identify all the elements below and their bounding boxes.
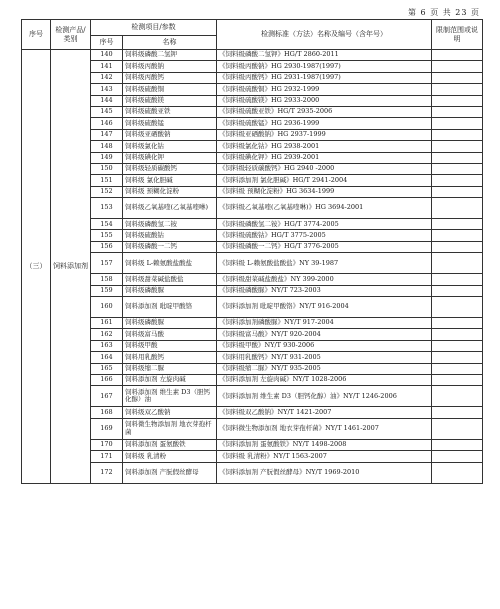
item-name-cell: 饲料级磷酸脲 <box>123 318 217 329</box>
limit-cell <box>432 175 483 186</box>
header-seq: 序号 <box>22 20 51 50</box>
standard-cell: 《饲料级富马酸》NY/T 920-2004 <box>217 329 432 340</box>
item-no-cell: 168 <box>91 407 123 418</box>
limit-cell <box>432 50 483 61</box>
standard-cell: 《饲料级碘化钾》HG 2939-2001 <box>217 152 432 163</box>
limit-cell <box>432 129 483 140</box>
limit-cell <box>432 118 483 129</box>
item-name-cell: 饲料级富马酸 <box>123 329 217 340</box>
table-row <box>22 274 483 285</box>
limit-cell <box>432 253 483 274</box>
item-no-cell: 160 <box>91 297 123 318</box>
standard-cell: 《饲料添加剂 产朊假丝酵母》NY/T 1969-2010 <box>217 462 432 483</box>
item-name-cell: 饲料添加剂 产朊假丝酵母 <box>123 462 217 483</box>
header-standard: 检测标准（方法）名称及编号（含年号） <box>217 20 432 50</box>
standard-cell: 《饲料级缩二脲》NY/T 935-2005 <box>217 363 432 374</box>
limit-cell <box>432 451 483 462</box>
table-row <box>22 253 483 274</box>
item-name-cell: 饲料级磷酸一二钙 <box>123 241 217 252</box>
table-row <box>22 84 483 95</box>
limit-cell <box>432 462 483 483</box>
item-no-cell: 145 <box>91 106 123 117</box>
page-number: 第 6 页 共 23 页 <box>408 8 480 17</box>
item-no-cell: 159 <box>91 285 123 296</box>
standard-cell: 《饲料添加剂 吡啶甲酸铬》NY/T 916-2004 <box>217 297 432 318</box>
limit-cell <box>432 230 483 241</box>
item-name-cell: 饲料级硫酸铜 <box>123 84 217 95</box>
item-name-cell: 饲料级缩二脲 <box>123 363 217 374</box>
item-name-cell: 饲料级亚硒酸钠 <box>123 129 217 140</box>
limit-cell <box>432 95 483 106</box>
limit-cell <box>432 418 483 439</box>
item-no-cell: 148 <box>91 141 123 152</box>
limit-cell <box>432 297 483 318</box>
standard-cell: 《饲料级亚硒酸钠》HG 2937-1999 <box>217 129 432 140</box>
standard-cell: 《饲料级氯化钴》HG 2938-2001 <box>217 141 432 152</box>
item-no-cell: 167 <box>91 386 123 407</box>
standard-cell: 《饲料添加剂 蛋氨酸铁》NY/T 1498-2008 <box>217 439 432 450</box>
item-name-cell: 饲料微生物添加剂 地衣芽孢杆菌 <box>123 418 217 439</box>
table-row <box>22 418 483 439</box>
limit-cell <box>432 374 483 385</box>
standard-cell: 《饲料级 L-赖氨酸盐酸盐》NY 39-1987 <box>217 253 432 274</box>
table-row <box>22 198 483 219</box>
standard-cell: 《饲料添加剂 维生素 D3（胆钙化醇）油》NY/T 1246-2006 <box>217 386 432 407</box>
inspection-items-table <box>21 19 483 484</box>
item-name-cell: 饲料用乳酸钙 <box>123 352 217 363</box>
item-no-cell: 151 <box>91 175 123 186</box>
item-no-cell: 169 <box>91 418 123 439</box>
table-row <box>22 363 483 374</box>
table-row <box>22 318 483 329</box>
item-no-cell: 171 <box>91 451 123 462</box>
item-no-cell: 161 <box>91 318 123 329</box>
table-row <box>22 50 483 61</box>
item-name-cell: 饲料级硫酸亚铁 <box>123 106 217 117</box>
item-no-cell: 162 <box>91 329 123 340</box>
standard-cell: 《饲料级双乙酸钠》NY/T 1421-2007 <box>217 407 432 418</box>
item-name-cell: 饲料级乙氧基喹(乙氧基喹啉) <box>123 198 217 219</box>
standard-cell: 《饲料级乙氧基喹(乙氧基喹啉)》HG 3694-2001 <box>217 198 432 219</box>
limit-cell <box>432 198 483 219</box>
limit-cell <box>432 141 483 152</box>
item-name-cell: 饲料添加剂 左旋肉碱 <box>123 374 217 385</box>
standard-cell: 《饲料级甲酸》NY/T 930-2006 <box>217 340 432 351</box>
standard-cell: 《饲料级轻质碳酸钙》HG 2940 -2000 <box>217 163 432 174</box>
header-item-no: 序号 <box>91 36 123 50</box>
table-row <box>22 72 483 83</box>
limit-cell <box>432 386 483 407</box>
item-no-cell: 158 <box>91 274 123 285</box>
item-name-cell: 饲料添加剂 蛋氨酸铁 <box>123 439 217 450</box>
item-name-cell: 饲料添加剂 维生素 D3（胆钙化醇）油 <box>123 386 217 407</box>
table-body <box>22 50 483 484</box>
standard-cell: 《饲料级磷酸氢二铵》HG/T 3774-2005 <box>217 219 432 230</box>
table-row <box>22 141 483 152</box>
limit-cell <box>432 72 483 83</box>
table-row <box>22 106 483 117</box>
limit-cell <box>432 163 483 174</box>
standard-cell: 《饲料级磷酸二氢钾》HG/T 2860-2011 <box>217 50 432 61</box>
limit-cell <box>432 340 483 351</box>
limit-cell <box>432 61 483 72</box>
table-row <box>22 152 483 163</box>
standard-cell: 《饲料级甜菜碱盐酸盐》NY 399-2000 <box>217 274 432 285</box>
table-row <box>22 329 483 340</box>
item-name-cell: 饲料级甲酸 <box>123 340 217 351</box>
table-row <box>22 386 483 407</box>
item-no-cell: 163 <box>91 340 123 351</box>
table-row <box>22 340 483 351</box>
limit-cell <box>432 285 483 296</box>
limit-cell <box>432 329 483 340</box>
table-row <box>22 186 483 197</box>
table-row <box>22 241 483 252</box>
limit-cell <box>432 439 483 450</box>
item-no-cell: 140 <box>91 50 123 61</box>
item-no-cell: 156 <box>91 241 123 252</box>
table-row <box>22 129 483 140</box>
limit-cell <box>432 219 483 230</box>
table-row <box>22 163 483 174</box>
standard-cell: 《饲料级磷酸脲》NY/T 723-2003 <box>217 285 432 296</box>
standard-cell: 《饲料添加剂 左旋肉碱》NY/T 1028-2006 <box>217 374 432 385</box>
table-row <box>22 352 483 363</box>
table-row <box>22 230 483 241</box>
item-name-cell: 饲料级双乙酸钠 <box>123 407 217 418</box>
standard-cell: 《饲料级硫酸镁》HG 2933-2000 <box>217 95 432 106</box>
header-item-name: 名称 <box>123 36 217 50</box>
limit-cell <box>432 106 483 117</box>
item-name-cell: 饲料级碘化钾 <box>123 152 217 163</box>
table-row <box>22 118 483 129</box>
item-no-cell: 144 <box>91 95 123 106</box>
item-no-cell: 143 <box>91 84 123 95</box>
item-name-cell: 饲料级 乳清粉 <box>123 451 217 462</box>
item-no-cell: 170 <box>91 439 123 450</box>
item-name-cell: 饲料添加剂 吡啶甲酸铬 <box>123 297 217 318</box>
item-name-cell: 饲料级磷酸二氢钾 <box>123 50 217 61</box>
group-seq-cell: （三） <box>22 50 51 484</box>
item-name-cell: 饲料级轻质碳酸钙 <box>123 163 217 174</box>
standard-cell: 《饲料级 乳清粉》NY/T 1563-2007 <box>217 451 432 462</box>
limit-cell <box>432 318 483 329</box>
standard-cell: 《饲料级硫酸钴》HG/T 3775-2005 <box>217 230 432 241</box>
table-row <box>22 407 483 418</box>
standard-cell: 《饲料微生物添加剂 地衣芽孢杆菌》NY/T 1461-2007 <box>217 418 432 439</box>
table-row <box>22 439 483 450</box>
item-name-cell: 饲料级 氯化胆碱 <box>123 175 217 186</box>
table-row <box>22 374 483 385</box>
item-name-cell: 饲料级 L-赖氨酸盐酸盐 <box>123 253 217 274</box>
standard-cell: 《饲料添加剂磷酸脲》NY/T 917-2004 <box>217 318 432 329</box>
header-category: 检测产品/类别 <box>51 20 91 50</box>
item-no-cell: 153 <box>91 198 123 219</box>
item-name-cell: 饲料级丙酸钙 <box>123 72 217 83</box>
table-row <box>22 95 483 106</box>
item-no-cell: 172 <box>91 462 123 483</box>
item-no-cell: 155 <box>91 230 123 241</box>
table-row <box>22 462 483 483</box>
item-no-cell: 154 <box>91 219 123 230</box>
item-name-cell: 饲料级磷酸脲 <box>123 285 217 296</box>
limit-cell <box>432 363 483 374</box>
standard-cell: 《饲料级硫酸铜》HG 2932-1999 <box>217 84 432 95</box>
standard-cell: 《饲料级丙酸钠》HG 2930-1987(1997) <box>217 61 432 72</box>
limit-cell <box>432 186 483 197</box>
item-no-cell: 157 <box>91 253 123 274</box>
table-row <box>22 451 483 462</box>
item-name-cell: 饲料级硫酸钴 <box>123 230 217 241</box>
item-name-cell: 饲料级 预糊化淀粉 <box>123 186 217 197</box>
item-name-cell: 饲料级磷酸氢二铵 <box>123 219 217 230</box>
table-row <box>22 285 483 296</box>
header-item-group: 检测项目/参数 <box>91 20 217 36</box>
table-row <box>22 61 483 72</box>
item-name-cell: 饲料级硫酸镁 <box>123 95 217 106</box>
item-name-cell: 饲料级氯化钴 <box>123 141 217 152</box>
standard-cell: 《饲料添加剂 氯化胆碱》HG/T 2941-2004 <box>217 175 432 186</box>
standard-cell: 《饲料级丙酸钙》HG 2931-1987(1997) <box>217 72 432 83</box>
item-no-cell: 165 <box>91 363 123 374</box>
item-no-cell: 150 <box>91 163 123 174</box>
item-no-cell: 147 <box>91 129 123 140</box>
item-no-cell: 146 <box>91 118 123 129</box>
limit-cell <box>432 241 483 252</box>
item-no-cell: 152 <box>91 186 123 197</box>
limit-cell <box>432 274 483 285</box>
limit-cell <box>432 352 483 363</box>
table-row <box>22 297 483 318</box>
item-no-cell: 141 <box>91 61 123 72</box>
standard-cell: 《饲料级硫酸亚铁》HG/T 2935-2006 <box>217 106 432 117</box>
group-category-cell: 饲料添加剂 <box>51 50 91 484</box>
item-no-cell: 142 <box>91 72 123 83</box>
item-no-cell: 164 <box>91 352 123 363</box>
standard-cell: 《饲料级磷酸一二钙》HG/T 3776-2005 <box>217 241 432 252</box>
limit-cell <box>432 84 483 95</box>
standard-cell: 《饲料级 预糊化淀粉》HG 3634-1999 <box>217 186 432 197</box>
item-name-cell: 饲料级甜菜碱盐酸盐 <box>123 274 217 285</box>
item-name-cell: 饲料级硫酸锰 <box>123 118 217 129</box>
limit-cell <box>432 407 483 418</box>
standard-cell: 《饲料级硫酸锰》HG 2936-1999 <box>217 118 432 129</box>
item-name-cell: 饲料级丙酸钠 <box>123 61 217 72</box>
item-no-cell: 149 <box>91 152 123 163</box>
table-row <box>22 219 483 230</box>
table-row <box>22 175 483 186</box>
limit-cell <box>432 152 483 163</box>
standard-cell: 《饲料用乳酸钙》NY/T 931-2005 <box>217 352 432 363</box>
item-no-cell: 166 <box>91 374 123 385</box>
header-limit: 限制范围或说明 <box>432 20 483 50</box>
